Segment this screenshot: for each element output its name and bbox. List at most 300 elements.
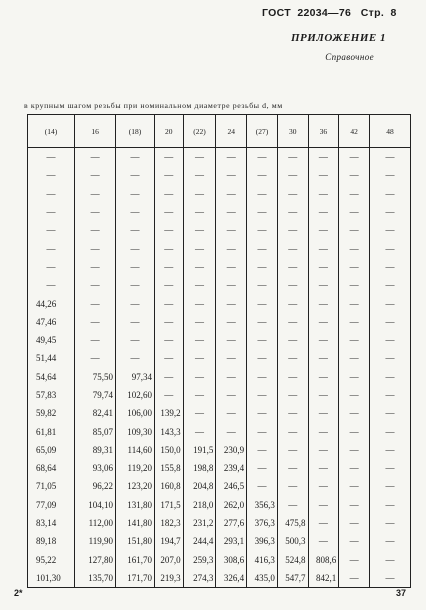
table-cell: — [369,166,410,184]
table-cell: — [247,313,278,331]
table-cell: 83,14 [28,514,75,532]
table-cell: — [369,496,410,514]
table-cell: 416,3 [247,551,278,569]
table-row [28,239,411,257]
table-cell: 89,18 [28,532,75,550]
table-row [28,496,411,514]
table-row [28,166,411,184]
table-cell: — [28,221,75,239]
table-cell: — [308,203,339,221]
table-cell: — [154,331,183,349]
table-cell: 65,09 [28,441,75,459]
table-cell: — [308,532,339,550]
table-cell: — [183,422,216,440]
table-cell: 231,2 [183,514,216,532]
table-cell: — [277,386,308,404]
table-cell: — [216,422,247,440]
table-cell: — [28,258,75,276]
table-cell: — [216,276,247,294]
table-cell: — [183,331,216,349]
table-cell: 150,0 [154,441,183,459]
table-cell: — [369,221,410,239]
column-header: 20 [154,115,183,148]
column-header: (22) [183,115,216,148]
table-cell: — [28,185,75,203]
table-cell: 106,00 [116,404,155,422]
table-cell: — [116,313,155,331]
table-cell: — [154,313,183,331]
table-cell: — [154,349,183,367]
table-cell: — [75,349,116,367]
table-cell: 475,8 [277,514,308,532]
table-cell: — [277,422,308,440]
table-cell: 97,34 [116,368,155,386]
table-cell: — [154,294,183,312]
table-cell: — [308,148,339,167]
table-cell: — [183,368,216,386]
table-cell: 524,8 [277,551,308,569]
table-cell: 44,26 [28,294,75,312]
table-cell: — [116,148,155,167]
table-cell: — [183,185,216,203]
column-header: 24 [216,115,247,148]
table-cell: — [308,349,339,367]
table-cell: — [308,459,339,477]
table-cell: — [75,331,116,349]
table-cell: — [339,239,370,257]
table-cell: — [154,166,183,184]
table-cell: — [339,258,370,276]
table-cell: — [369,459,410,477]
table-row [28,459,411,477]
table-cell: — [339,422,370,440]
table-cell: 191,5 [183,441,216,459]
table-cell: — [339,294,370,312]
table-cell: — [75,203,116,221]
table-cell: — [369,294,410,312]
table-cell: — [308,422,339,440]
table-cell: — [116,276,155,294]
table-cell: — [75,166,116,184]
table-cell: — [339,349,370,367]
table-cell: 95,22 [28,551,75,569]
table-cell: 230,9 [216,441,247,459]
table-cell: — [247,477,278,495]
table-cell: — [369,276,410,294]
column-header: 30 [277,115,308,148]
table-cell: — [308,239,339,257]
table-cell: 161,70 [116,551,155,569]
table-cell: 71,05 [28,477,75,495]
table-cell: — [277,368,308,386]
table-cell: — [247,422,278,440]
table-cell: — [216,368,247,386]
table-cell: — [308,258,339,276]
table-cell: — [369,422,410,440]
table-row [28,441,411,459]
table-cell: 435,0 [247,569,278,588]
table-cell: — [308,441,339,459]
table-cell: 239,4 [216,459,247,477]
column-header: (14) [28,115,75,148]
table-cell: — [116,349,155,367]
table-cell: — [183,313,216,331]
table-cell: — [116,239,155,257]
table-cell: — [277,294,308,312]
table-cell: 160,8 [154,477,183,495]
table-cell: — [154,258,183,276]
table-cell: — [369,514,410,532]
table-cell: 151,80 [116,532,155,550]
table-cell: — [339,203,370,221]
table-cell: 198,8 [183,459,216,477]
table-cell: — [277,459,308,477]
table-cell: 500,3 [277,532,308,550]
table-cell: 79,74 [75,386,116,404]
table-cell: — [308,185,339,203]
table-cell: — [247,459,278,477]
data-table [27,114,411,588]
table-cell: — [183,148,216,167]
table-row [28,203,411,221]
table-cell: 277,6 [216,514,247,532]
table-cell: — [247,239,278,257]
table-cell: 204,8 [183,477,216,495]
table-row [28,368,411,386]
table-cell: — [183,258,216,276]
table-cell: — [247,203,278,221]
table-cell: — [308,221,339,239]
table-cell: — [75,185,116,203]
table-cell: — [369,404,410,422]
table-cell: — [75,294,116,312]
table-cell: — [339,368,370,386]
table-cell: — [216,313,247,331]
table-cell: — [154,185,183,203]
table-cell: — [369,203,410,221]
table-cell: 114,60 [116,441,155,459]
table-cell: 49,45 [28,331,75,349]
table-cell: 102,60 [116,386,155,404]
table-cell: — [369,258,410,276]
table-cell: — [369,368,410,386]
table-cell: — [277,349,308,367]
table-cell: 547,7 [277,569,308,588]
table-cell: — [116,185,155,203]
table-cell: — [216,294,247,312]
table-cell: — [277,203,308,221]
table-cell: 171,5 [154,496,183,514]
table-cell: — [339,532,370,550]
table-cell: — [183,404,216,422]
table-cell: — [339,551,370,569]
table-cell: — [339,459,370,477]
table-cell: 244,4 [183,532,216,550]
table-cell: — [277,258,308,276]
table-cell: — [247,404,278,422]
table-cell: — [154,203,183,221]
table-cell: 219,3 [154,569,183,588]
table-cell: 171,70 [116,569,155,588]
table-cell: — [216,386,247,404]
table-cell: — [308,477,339,495]
table-cell: 123,20 [116,477,155,495]
table-cell: 262,0 [216,496,247,514]
table-cell: — [277,404,308,422]
table-cell: 326,4 [216,569,247,588]
table-cell: — [183,203,216,221]
table-cell: — [28,203,75,221]
column-header: 16 [75,115,116,148]
table-cell: — [308,496,339,514]
table-cell: 139,2 [154,404,183,422]
table-cell: — [116,221,155,239]
table-cell: — [247,148,278,167]
table-cell: 135,70 [75,569,116,588]
table-row [28,551,411,569]
table-cell: — [277,221,308,239]
table-cell: — [216,258,247,276]
table-cell: — [75,221,116,239]
table-cell: 131,80 [116,496,155,514]
table-cell: — [308,313,339,331]
table-cell: — [308,368,339,386]
table-cell: — [339,496,370,514]
table-cell: 77,09 [28,496,75,514]
table-row [28,386,411,404]
table-cell: — [247,386,278,404]
column-header: (27) [247,115,278,148]
table-cell: — [308,404,339,422]
table-row [28,276,411,294]
table-cell: — [369,239,410,257]
table-cell: 57,83 [28,386,75,404]
table-cell: 61,81 [28,422,75,440]
table-cell: 75,50 [75,368,116,386]
table-cell: — [339,386,370,404]
table-cell: 89,31 [75,441,116,459]
table-cell: — [247,185,278,203]
table-cell: — [247,276,278,294]
table-cell: — [247,221,278,239]
table-cell: 127,80 [75,551,116,569]
table-row [28,514,411,532]
table-body [28,148,411,588]
table-cell: — [339,221,370,239]
appendix-title: ПРИЛОЖЕНИЕ 1 [290,32,386,44]
table-cell: 207,0 [154,551,183,569]
table-cell: — [75,276,116,294]
table-cell: — [28,239,75,257]
table-cell: — [116,258,155,276]
table-cell: — [308,386,339,404]
table-cell: — [183,349,216,367]
table-cell: — [339,276,370,294]
table-cell: — [308,331,339,349]
table-cell: — [277,441,308,459]
table-header-row [28,115,411,148]
table-cell: 356,3 [247,496,278,514]
table-cell: — [308,166,339,184]
table-cell: — [339,331,370,349]
table-row [28,258,411,276]
table-cell: 96,22 [75,477,116,495]
table-cell: — [277,185,308,203]
table-cell: — [277,331,308,349]
table-row [28,477,411,495]
table-cell: 308,6 [216,551,247,569]
table-cell: — [369,386,410,404]
column-header: 36 [308,115,339,148]
table-cell: — [339,441,370,459]
table-cell: 808,6 [308,551,339,569]
table-cell: 274,3 [183,569,216,588]
table-cell: — [75,313,116,331]
table-cell: — [339,166,370,184]
table-cell: — [154,239,183,257]
table-cell: — [216,404,247,422]
table-cell: 68,64 [28,459,75,477]
table-cell: — [216,185,247,203]
table-cell: — [277,239,308,257]
table-cell: — [277,166,308,184]
table-row [28,331,411,349]
table-cell: — [28,276,75,294]
table-cell: 246,5 [216,477,247,495]
table-cell: — [247,368,278,386]
table-caption: в крупным шагом резьбы при номинальном диаметре резьбы d, мм [24,101,283,110]
table-cell: — [369,441,410,459]
table-cell: 293,1 [216,532,247,550]
table-cell: — [183,221,216,239]
table-cell: — [28,166,75,184]
table-cell: — [369,331,410,349]
table-cell: 54,64 [28,368,75,386]
table-cell: 51,44 [28,349,75,367]
signature-mark: 2* [14,588,23,598]
table-cell: — [216,349,247,367]
table-cell: 85,07 [75,422,116,440]
table-cell: — [339,313,370,331]
table-cell: — [154,148,183,167]
table-cell: — [75,239,116,257]
table-cell: 218,0 [183,496,216,514]
table-cell: — [339,185,370,203]
table-cell: 194,7 [154,532,183,550]
table-cell: 93,06 [75,459,116,477]
table-row [28,313,411,331]
table-cell: — [183,276,216,294]
table-cell: — [277,276,308,294]
table-row [28,349,411,367]
table-cell: — [369,532,410,550]
table-cell: — [75,258,116,276]
table-cell: — [369,551,410,569]
table-cell: 119,20 [116,459,155,477]
table-cell: 47,46 [28,313,75,331]
table-cell: — [154,386,183,404]
table-cell: — [277,477,308,495]
table-cell: — [369,349,410,367]
table-cell: — [216,166,247,184]
table-cell: — [116,203,155,221]
table-cell: — [154,276,183,294]
table-row [28,221,411,239]
table-cell: — [116,294,155,312]
table-cell: — [216,148,247,167]
table-cell: 104,10 [75,496,116,514]
table-cell: — [216,221,247,239]
table-cell: 82,41 [75,404,116,422]
table-cell: — [216,331,247,349]
table-row [28,148,411,167]
page-header: ГОСТ 22034—76 Стр. 8 [262,7,397,19]
table-cell: — [369,569,410,588]
table-cell: — [339,514,370,532]
table-cell: — [247,349,278,367]
table-cell: 376,3 [247,514,278,532]
table-cell: 101,30 [28,569,75,588]
table-cell: — [308,276,339,294]
table-cell: 842,1 [308,569,339,588]
table-row [28,532,411,550]
table-cell: — [277,148,308,167]
table-cell: — [75,148,116,167]
table-cell: — [247,294,278,312]
table-cell: — [28,148,75,167]
table-cell: — [369,477,410,495]
table-cell: — [339,477,370,495]
table-cell: 182,3 [154,514,183,532]
table-cell: 109,30 [116,422,155,440]
column-header: (18) [116,115,155,148]
table-cell: — [116,166,155,184]
table-cell: — [277,313,308,331]
table-cell: — [339,569,370,588]
table-row [28,404,411,422]
table-cell: — [183,239,216,257]
table-cell: — [308,514,339,532]
table-cell: — [369,148,410,167]
table-row [28,569,411,588]
table-row [28,294,411,312]
table-cell: — [339,148,370,167]
column-header: 42 [339,115,370,148]
table-cell: 59,82 [28,404,75,422]
table-cell: — [183,166,216,184]
appendix-note: Справочное [325,52,374,62]
table-cell: — [247,166,278,184]
table-row [28,422,411,440]
table-cell: — [369,185,410,203]
table-cell: — [183,294,216,312]
table-cell: — [308,294,339,312]
table-cell: 396,3 [247,532,278,550]
column-header: 48 [369,115,410,148]
table-cell: — [247,441,278,459]
table-cell: 143,3 [154,422,183,440]
page-number: 37 [395,588,406,598]
table-cell: 141,80 [116,514,155,532]
table-cell: — [216,239,247,257]
table-cell: — [339,404,370,422]
table-cell: 112,00 [75,514,116,532]
table-cell: 119,90 [75,532,116,550]
table-cell: — [154,221,183,239]
table-cell: — [183,386,216,404]
table-cell: — [369,313,410,331]
table-row [28,185,411,203]
